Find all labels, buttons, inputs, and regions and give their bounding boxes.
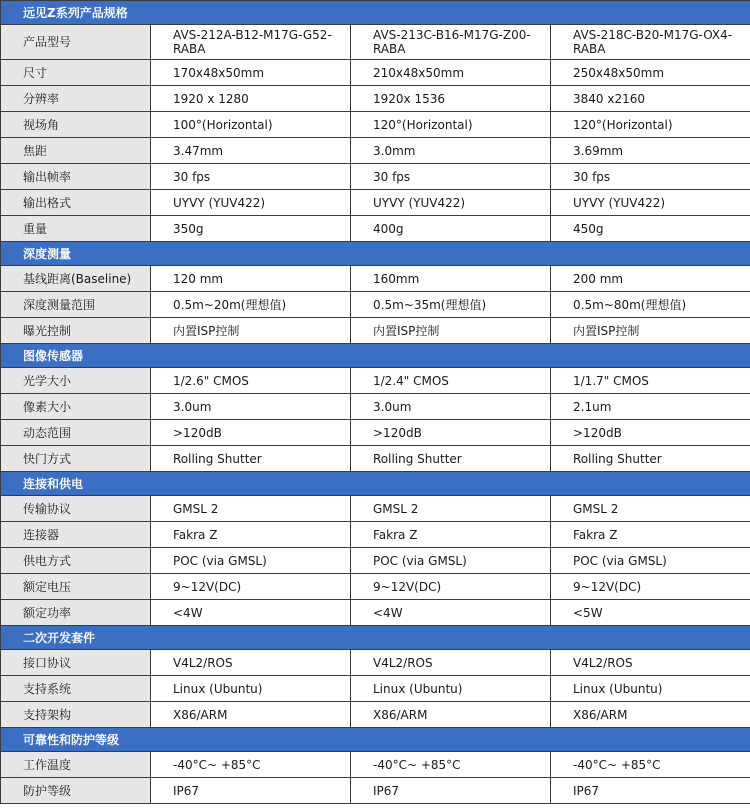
spec-label: 输出格式 [1,190,151,216]
spec-row [1,548,750,574]
spec-value-model-3: 120°(Horizontal) [551,112,750,138]
spec-value-model-3: 30 fps [551,164,750,190]
spec-value-model-1: 内置ISP控制 [151,318,351,344]
spec-value-model-1: 3.47mm [151,138,351,164]
spec-label: 额定电压 [1,574,151,600]
spec-value-model-1: V4L2/ROS [151,650,351,676]
spec-value-model-3: 内置ISP控制 [551,318,750,344]
section-header-row [1,472,750,496]
spec-value-model-2: 400g [351,216,551,242]
spec-value-model-3: 3.69mm [551,138,750,164]
spec-value-model-2: UYVY (YUV422) [351,190,551,216]
spec-value-model-2: <4W [351,600,551,626]
spec-value-model-2: 210x48x50mm [351,60,551,86]
spec-value-model-2: 30 fps [351,164,551,190]
spec-value-model-3: Linux (Ubuntu) [551,676,750,702]
spec-label: 快门方式 [1,446,151,472]
spec-value-model-3: V4L2/ROS [551,650,750,676]
spec-value-model-1: AVS-212A-B12-M17G-G52-RABA [151,25,351,60]
spec-value-model-1: 120 mm [151,266,351,292]
spec-label: 额定功率 [1,600,151,626]
spec-row [1,522,750,548]
spec-row [1,25,750,60]
spec-label: 支持架构 [1,702,151,728]
spec-value-model-2: GMSL 2 [351,496,551,522]
spec-label: 支持系统 [1,676,151,702]
spec-value-model-3: 250x48x50mm [551,60,750,86]
spec-row [1,446,750,472]
spec-value-model-2: 9~12V(DC) [351,574,551,600]
spec-label: 重量 [1,216,151,242]
section-title: 图像传感器 [1,344,750,368]
spec-value-model-1: 9~12V(DC) [151,574,351,600]
spec-value-model-3: 450g [551,216,750,242]
spec-row [1,600,750,626]
spec-value-model-1: -40°C~ +85°C [151,752,351,778]
spec-value-model-1: 100°(Horizontal) [151,112,351,138]
spec-row [1,752,750,778]
spec-value-model-2: 3.0um [351,394,551,420]
spec-value-model-1: 1920 x 1280 [151,86,351,112]
spec-row [1,190,750,216]
spec-value-model-3: <5W [551,600,750,626]
spec-value-model-2: X86/ARM [351,702,551,728]
section-title: 远见Z系列产品规格 [1,1,750,25]
spec-value-model-3: IP67 [551,778,750,804]
section-title: 连接和供电 [1,472,750,496]
spec-value-model-3: 9~12V(DC) [551,574,750,600]
spec-value-model-3: -40°C~ +85°C [551,752,750,778]
spec-label: 深度测量范围 [1,292,151,318]
spec-value-model-1: 3.0um [151,394,351,420]
spec-value-model-3: AVS-218C-B20-M17G-OX4-RABA [551,25,750,60]
spec-value-model-1: POC (via GMSL) [151,548,351,574]
spec-value-model-3: 2.1um [551,394,750,420]
spec-value-model-1: 1/2.6" CMOS [151,368,351,394]
spec-value-model-2: -40°C~ +85°C [351,752,551,778]
spec-value-model-2: V4L2/ROS [351,650,551,676]
section-title: 深度测量 [1,242,750,266]
spec-label: 产品型号 [1,25,151,60]
spec-row [1,216,750,242]
spec-row [1,318,750,344]
spec-row [1,420,750,446]
spec-value-model-3: 0.5m~80m(理想值) [551,292,750,318]
spec-label: 防护等级 [1,778,151,804]
spec-value-model-3: 3840 x2160 [551,86,750,112]
spec-value-model-1: X86/ARM [151,702,351,728]
spec-value-model-1: Fakra Z [151,522,351,548]
spec-value-model-2: 内置ISP控制 [351,318,551,344]
spec-row [1,650,750,676]
spec-label: 视场角 [1,112,151,138]
spec-row [1,60,750,86]
spec-value-model-2: 1920x 1536 [351,86,551,112]
spec-label: 供电方式 [1,548,151,574]
spec-value-model-2: >120dB [351,420,551,446]
spec-row [1,676,750,702]
spec-row [1,138,750,164]
spec-row [1,394,750,420]
spec-value-model-3: POC (via GMSL) [551,548,750,574]
section-header-row [1,728,750,752]
spec-value-model-2: 160mm [351,266,551,292]
spec-value-model-2: Rolling Shutter [351,446,551,472]
spec-value-model-1: GMSL 2 [151,496,351,522]
spec-label: 尺寸 [1,60,151,86]
spec-label: 光学大小 [1,368,151,394]
spec-value-model-3: 200 mm [551,266,750,292]
spec-value-model-1: Linux (Ubuntu) [151,676,351,702]
spec-label: 接口协议 [1,650,151,676]
spec-label: 焦距 [1,138,151,164]
spec-row [1,292,750,318]
spec-value-model-2: IP67 [351,778,551,804]
spec-value-model-3: 1/1.7" CMOS [551,368,750,394]
section-header-row [1,242,750,266]
spec-value-model-2: POC (via GMSL) [351,548,551,574]
spec-value-model-3: GMSL 2 [551,496,750,522]
spec-value-model-1: 30 fps [151,164,351,190]
spec-row [1,86,750,112]
spec-value-model-1: UYVY (YUV422) [151,190,351,216]
spec-value-model-1: Rolling Shutter [151,446,351,472]
spec-row [1,164,750,190]
spec-value-model-1: >120dB [151,420,351,446]
spec-row [1,368,750,394]
spec-label: 曝光控制 [1,318,151,344]
spec-value-model-1: 170x48x50mm [151,60,351,86]
spec-label: 像素大小 [1,394,151,420]
spec-value-model-1: IP67 [151,778,351,804]
spec-value-model-3: Rolling Shutter [551,446,750,472]
spec-value-model-1: 350g [151,216,351,242]
spec-row [1,702,750,728]
spec-label: 动态范围 [1,420,151,446]
spec-value-model-2: 1/2.4" CMOS [351,368,551,394]
section-header-row [1,1,750,25]
spec-row [1,496,750,522]
spec-row [1,266,750,292]
spec-value-model-2: 3.0mm [351,138,551,164]
section-title: 二次开发套件 [1,626,750,650]
spec-value-model-2: 0.5m~35m(理想值) [351,292,551,318]
spec-value-model-1: <4W [151,600,351,626]
spec-label: 基线距离(Baseline) [1,266,151,292]
spec-value-model-3: X86/ARM [551,702,750,728]
spec-label: 连接器 [1,522,151,548]
section-header-row [1,344,750,368]
section-header-row [1,626,750,650]
spec-value-model-3: >120dB [551,420,750,446]
spec-label: 工作温度 [1,752,151,778]
spec-value-model-1: 0.5m~20m(理想值) [151,292,351,318]
section-title: 可靠性和防护等级 [1,728,750,752]
spec-row [1,778,750,804]
spec-value-model-2: 120°(Horizontal) [351,112,551,138]
spec-row [1,574,750,600]
spec-label: 传输协议 [1,496,151,522]
spec-value-model-2: Linux (Ubuntu) [351,676,551,702]
spec-row [1,112,750,138]
spec-value-model-3: UYVY (YUV422) [551,190,750,216]
spec-label: 输出帧率 [1,164,151,190]
spec-value-model-2: Fakra Z [351,522,551,548]
spec-label: 分辨率 [1,86,151,112]
spec-value-model-3: Fakra Z [551,522,750,548]
spec-table-body [1,1,750,804]
spec-value-model-2: AVS-213C-B16-M17G-Z00-RABA [351,25,551,60]
